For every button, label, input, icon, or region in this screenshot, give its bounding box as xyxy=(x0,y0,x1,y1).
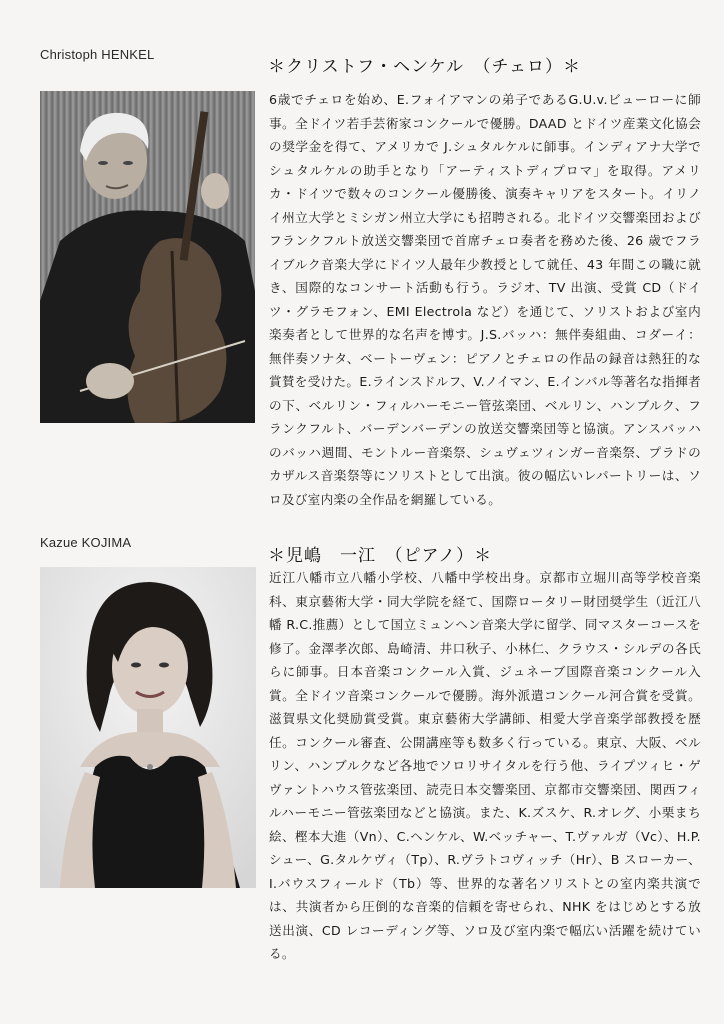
performer1-name-en: Christoph HENKEL xyxy=(40,47,155,62)
performer1-bio: 6歳でチェロを始め、E.フォイアマンの弟子であるG.U.v.ビューローに師事。全ドイツ若手芸術家コンクールで優勝。DAAD とドイツ産業文化協会の奨学金を得て、アメリカで J.シュタルケルに師事。インディアナ大学でシュタルケルの助手となり「アーティストディプロマ」を取得。アメリカ・ドイツで数々のコンクール優勝後、演奏キャリアをスタート。イリノイ州立大学とミシガン州立大学にも招聘される。北ドイツ交響楽団およびフランクフルト放送交響楽団で首席チェロ奏者を務めた後、26 歳でフライブルク音楽大学にドイツ人最年少教授として就任、43 年間この職に就き、国際的なコンサート活動も行う。ラジオ、TV 出演、受賞 CD（ドイツ・グラモフォン、EMI Electrola など）を通じて、ソリストおよび室内楽奏者として世界的な名声を博す。J.S.バッハ：無伴奏組曲、コダーイ：無伴奏ソナタ、ベートーヴェン：ピアノとチェロの作品の録音は熱狂的な賞賛を受けた。E.ラインスドルフ、V.ノイマン、E.インバル等著名な指揮者の下、ベルリン・フィルハーモニー管弦楽団、ベルリン、ハンブルク、フランクフルト、バーデンバーデンの放送交響楽団等と協演。アンスバッハのバッハ週間、モントルー音楽祭、シュヴェツィンガー音楽祭、プラドのカザルス音楽祭等にソリストとして出演。彼の幅広いレパートリーは、ソロ及び室内楽の全作品を網羅している。 xyxy=(269,92,701,507)
performer1-photo xyxy=(40,91,255,423)
performer2-photo xyxy=(40,567,256,888)
performer2-name-en: Kazue KOJIMA xyxy=(40,535,132,550)
performer1-title-jp: ＊クリストフ・ヘンケル （チェロ）＊ xyxy=(268,57,581,77)
performer2-bio: 近江八幡市立八幡小学校、八幡中学校出身。京都市立堀川高等学校音楽科、東京藝術大学・同大学院を経て、国際ロータリー財団奨学生（近江八幡 R.C.推薦）として国立ミュンヘン音楽大学に留学、同マスターコースを修了。金澤孝次郎、島崎清、井口秋子、小林仁、クラウス・シルデの各氏らに師事。日本音楽コンクール入賞、ジュネーブ国際音楽コンクール入賞。全ドイツ音楽コンクールで優勝。海外派遣コンクール河合賞を受賞。滋賀県文化奨励賞受賞。東京藝術大学講師、相愛大学音楽学部教授を歴任。コンクール審査、公開講座等も数多く行っている。東京、大阪、ベルリン、ハンブルクなど各地でソロリサイタルを行う他、ライプツィヒ・ゲヴァントハウス管弦楽団、読売日本交響楽団、京都市交響楽団、関西フィルハーモニー管弦楽団などと協演。また、K.ズスケ、R.オレグ、小栗まち絵、樫本大進（Vn）、C.ヘンケル、W.ベッチャー、T.ヴァルガ（Vc）、H.P.シュー、G.タルケヴィ（Tp）、R.ヴラトコヴィッチ（Hr）、B スローカー、I.バウスフィールド（Tb）等、世界的な著名ソリストとの室内楽共演では、共演者から圧倒的な音楽的信頼を寄せられ、NHK をはじめとする放送出演、CD レコーディング等、ソロ及び室内楽で幅広い活躍を続けている。 xyxy=(269,570,701,961)
performer2-title-jp: ＊児嶋 一江 （ピアノ）＊ xyxy=(268,546,493,566)
